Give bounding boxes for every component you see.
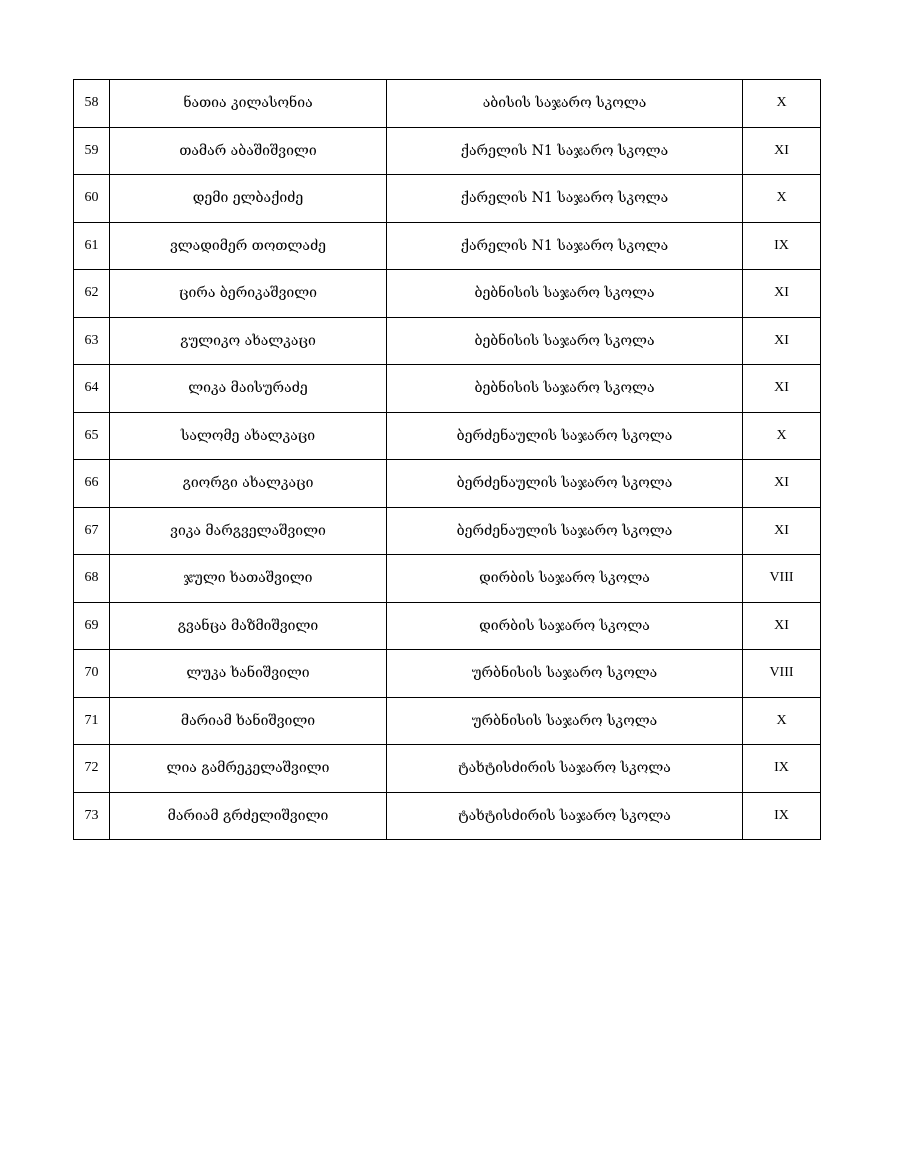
row-number-cell: 68 — [74, 555, 110, 603]
grade-cell: XI — [743, 270, 821, 318]
participant-name-cell: ლუკა ხანიშვილი — [110, 650, 387, 698]
table-row — [74, 175, 821, 223]
school-name-cell: ბებნისის საჯარო სკოლა — [387, 365, 743, 413]
grade-cell: IX — [743, 792, 821, 840]
grade-cell: IX — [743, 745, 821, 793]
row-number-cell: 70 — [74, 650, 110, 698]
table-row — [74, 697, 821, 745]
table-row — [74, 745, 821, 793]
participant-name-cell: მარიამ გრძელიშვილი — [110, 792, 387, 840]
participant-name-cell: თამარ აბაშიშვილი — [110, 127, 387, 175]
table-row — [74, 792, 821, 840]
participant-name-cell: ნათია კილასონია — [110, 80, 387, 128]
grade-cell: XI — [743, 127, 821, 175]
grade-cell: XI — [743, 365, 821, 413]
table-row — [74, 460, 821, 508]
row-number-cell: 72 — [74, 745, 110, 793]
row-number-cell: 69 — [74, 602, 110, 650]
row-number-cell: 66 — [74, 460, 110, 508]
row-number-cell: 58 — [74, 80, 110, 128]
participant-name-cell: სალომე ახალკაცი — [110, 412, 387, 460]
participant-name-cell: ვლადიმერ თოთლაძე — [110, 222, 387, 270]
row-number-cell: 65 — [74, 412, 110, 460]
participant-name-cell: გვანცა მაზმიშვილი — [110, 602, 387, 650]
grade-cell: X — [743, 697, 821, 745]
school-name-cell: ქარელის N1 საჯარო სკოლა — [387, 222, 743, 270]
table-row — [74, 650, 821, 698]
participant-name-cell: დემი ელბაქიძე — [110, 175, 387, 223]
row-number-cell: 64 — [74, 365, 110, 413]
row-number-cell: 61 — [74, 222, 110, 270]
grade-cell: XI — [743, 507, 821, 555]
grade-cell: XI — [743, 460, 821, 508]
table-row — [74, 602, 821, 650]
school-name-cell: ბერძენაულის საჯარო სკოლა — [387, 460, 743, 508]
participants-table-body — [74, 80, 821, 840]
grade-cell: X — [743, 412, 821, 460]
school-name-cell: ტახტისძირის საჯარო სკოლა — [387, 745, 743, 793]
school-name-cell: აბისის საჯარო სკოლა — [387, 80, 743, 128]
participants-table — [73, 79, 821, 840]
participant-name-cell: ცირა ბერიკაშვილი — [110, 270, 387, 318]
school-name-cell: ტახტისძირის საჯარო სკოლა — [387, 792, 743, 840]
participant-name-cell: ვიკა მარგველაშვილი — [110, 507, 387, 555]
grade-cell: VIII — [743, 555, 821, 603]
grade-cell: X — [743, 80, 821, 128]
grade-cell: IX — [743, 222, 821, 270]
table-row — [74, 507, 821, 555]
participant-name-cell: გულიკო ახალკაცი — [110, 317, 387, 365]
grade-cell: VIII — [743, 650, 821, 698]
participant-name-cell: გიორგი ახალკაცი — [110, 460, 387, 508]
participant-name-cell: მარიამ ხანიშვილი — [110, 697, 387, 745]
grade-cell: X — [743, 175, 821, 223]
school-name-cell: დირბის საჯარო სკოლა — [387, 602, 743, 650]
table-row — [74, 317, 821, 365]
row-number-cell: 67 — [74, 507, 110, 555]
table-row — [74, 222, 821, 270]
school-name-cell: ბერძენაულის საჯარო სკოლა — [387, 507, 743, 555]
school-name-cell: ურბნისის საჯარო სკოლა — [387, 650, 743, 698]
school-name-cell: ბებნისის საჯარო სკოლა — [387, 317, 743, 365]
row-number-cell: 63 — [74, 317, 110, 365]
participant-name-cell: ლია გამრეკელაშვილი — [110, 745, 387, 793]
grade-cell: XI — [743, 317, 821, 365]
row-number-cell: 59 — [74, 127, 110, 175]
row-number-cell: 73 — [74, 792, 110, 840]
row-number-cell: 71 — [74, 697, 110, 745]
participant-name-cell: ჯული ხათაშვილი — [110, 555, 387, 603]
row-number-cell: 62 — [74, 270, 110, 318]
grade-cell: XI — [743, 602, 821, 650]
school-name-cell: ბებნისის საჯარო სკოლა — [387, 270, 743, 318]
table-row — [74, 555, 821, 603]
school-name-cell: ურბნისის საჯარო სკოლა — [387, 697, 743, 745]
school-name-cell: ბერძენაულის საჯარო სკოლა — [387, 412, 743, 460]
school-name-cell: დირბის საჯარო სკოლა — [387, 555, 743, 603]
school-name-cell: ქარელის N1 საჯარო სკოლა — [387, 127, 743, 175]
table-row — [74, 270, 821, 318]
table-row — [74, 127, 821, 175]
table-row — [74, 412, 821, 460]
school-name-cell: ქარელის N1 საჯარო სკოლა — [387, 175, 743, 223]
table-row — [74, 365, 821, 413]
participant-name-cell: ლიკა მაისურაძე — [110, 365, 387, 413]
row-number-cell: 60 — [74, 175, 110, 223]
table-row — [74, 80, 821, 128]
